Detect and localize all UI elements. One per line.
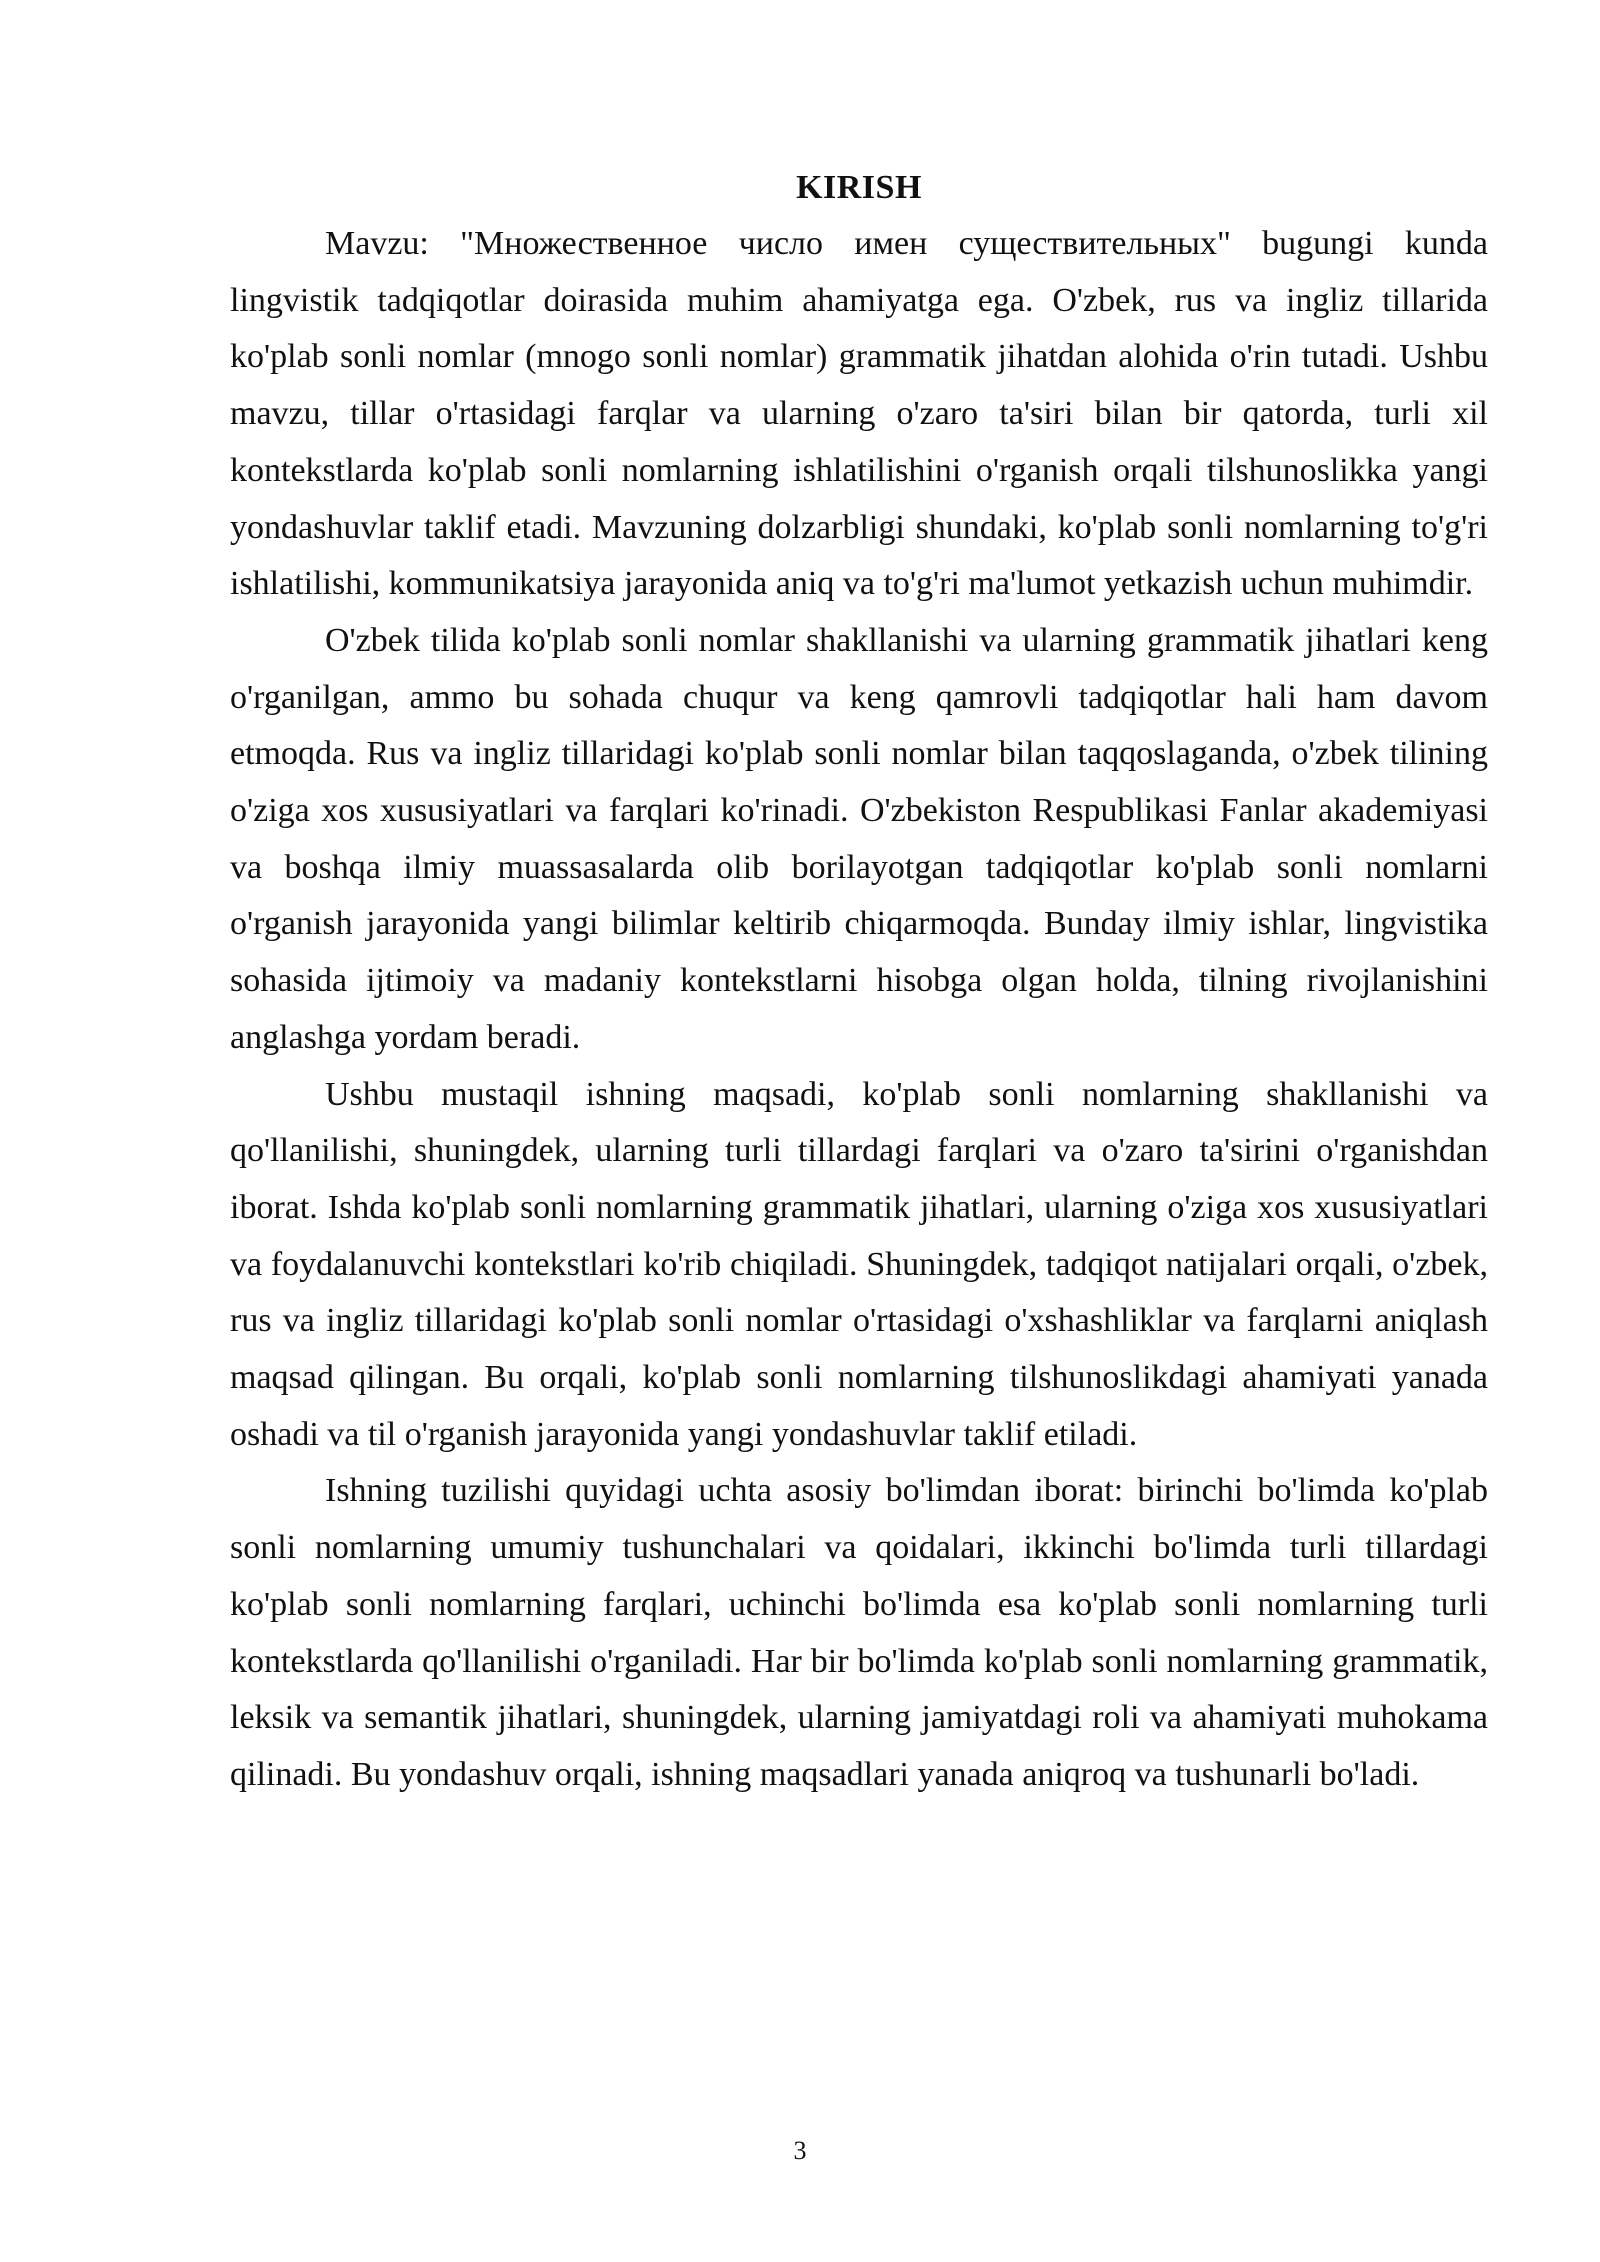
paragraph-4: Ishning tuzilishi quyidagi uchta asosiy bo'limdan iborat: birinchi bo'limda ko'plab sonli nomlarning umumiy tushunchalari va qoidalari, ikkinchi bo'limda turli tillardagi ko'plab sonli nomlarning farqlari, uchinchi bo'limda esa ko'plab sonli nomlarning turli kontekstlarda qo'llanilishi o'rganiladi. Har bir bo'limda ko'plab sonli nomlarning grammatik, leksik va semantik jihatlari, shuningdek, ularning jamiyatdagi roli va ahamiyati muhokama qilinadi. Bu yondashuv orqali, ishning maqsadlari yanada aniqroq va tushunarli bo'ladi. <box>230 1472 1488 1793</box>
page-content <box>230 160 1488 1804</box>
paragraph-1: Mavzu: "Множественное число имен существительных" bugungi kunda lingvistik tadqiqotlar doirasida muhim ahamiyatga ega. O'zbek, rus va ingliz tillarida ko'plab sonli nomlar (mnogo sonli nomlar) grammatik jihatdan alohida o'rin tutadi. Ushbu mavzu, tillar o'rtasidagi farqlar va ularning o'zaro ta'siri bilan bir qatorda, turli xil kontekstlarda ko'plab sonli nomlarning ishlatilishini o'rganish orqali tilshunoslikka yangi yondashuvlar taklif etadi. Mavzuning dolzarbligi shundaki, ko'plab sonli nomlarning to'g'ri ishlatilishi, kommunikatsiya jarayonida aniq va to'g'ri ma'lumot yetkazish uchun muhimdir. <box>230 225 1488 603</box>
paragraph-2: O'zbek tilida ko'plab sonli nomlar shakllanishi va ularning grammatik jihatlari keng o'rganilgan, ammo bu sohada chuqur va keng qamrovli tadqiqotlar hali ham davom etmoqda. Rus va ingliz tillaridagi ko'plab sonli nomlar bilan taqqoslaganda, o'zbek tilining o'ziga xos xususiyatlari va farqlari ko'rinadi. O'zbekiston Respublikasi Fanlar akademiyasi va boshqa ilmiy muassasalarda olib borilayotgan tadqiqotlar ko'plab sonli nomlarni o'rganish jarayonida yangi bilimlar keltirib chiqarmoqda. Bunday ilmiy ishlar, lingvistika sohasida ijtimoiy va madaniy kontekstlarni hisobga olgan holda, tilning rivojlanishini anglashga yordam beradi. <box>230 621 1488 1056</box>
page-number: 3 <box>793 2136 807 2165</box>
paragraph-3: Ushbu mustaqil ishning maqsadi, ko'plab sonli nomlarning shakllanishi va qo'llanilishi, shuningdek, ularning turli tillardagi farqlari va o'zaro ta'sirini o'rganishdan iborat. Ishda ko'plab sonli nomlarning grammatik jihatlari, ularning o'ziga xos xususiyatlari va foydalanuvchi kontekstlari ko'rib chiqiladi. Shuningdek, tadqiqot natijalari orqali, o'zbek, rus va ingliz tillaridagi ko'plab sonli nomlar o'rtasidagi o'xshashliklar va farqlarni aniqlash maqsad qilingan. Bu orqali, ko'plab sonli nomlarning tilshunoslikdagi ahamiyati yanada oshadi va til o'rganish jarayonida yangi yondashuvlar taklif etiladi. <box>230 1075 1488 1453</box>
section-heading: KIRISH <box>796 169 922 206</box>
